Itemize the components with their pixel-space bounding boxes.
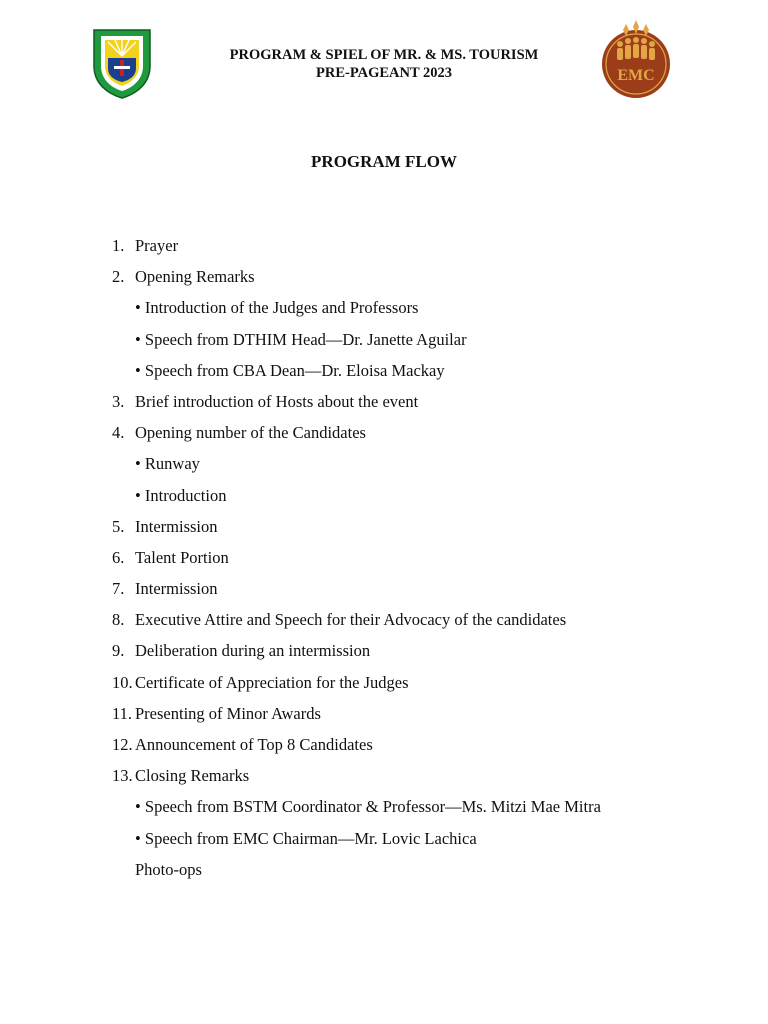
flow-item: [0, 734, 768, 765]
flow-item-text: Executive Attire and Speech for their Advocacy of the candidates: [135, 610, 567, 630]
flow-item: [0, 703, 768, 734]
header-subtitle: PRE-PAGEANT 2023: [315, 65, 452, 81]
flow-subitem-text: • Introduction: [135, 485, 227, 505]
flow-item-number: 8.: [112, 610, 125, 630]
flow-item: [0, 422, 768, 453]
flow-subitem-text: • Speech from BSTM Coordinator & Professor—Ms. Mitzi Mae Mitra: [135, 797, 601, 817]
flow-item-number: 2.: [112, 267, 125, 287]
flow-item-number: 11.: [112, 703, 133, 723]
flow-item-text: Presenting of Minor Awards: [135, 703, 321, 723]
flow-subitem-text: • Speech from CBA Dean—Dr. Eloisa Mackay: [135, 360, 445, 380]
flow-item-number: 6.: [112, 547, 125, 567]
flow-item: [0, 266, 768, 297]
section-title: PROGRAM FLOW: [311, 152, 457, 171]
flow-item: [0, 609, 768, 640]
flow-subitem-text: • Speech from DTHIM Head—Dr. Janette Aguilar: [135, 329, 467, 349]
flow-subitem: [0, 796, 768, 827]
flow-item-number: 10.: [112, 672, 133, 692]
flow-item-number: 12.: [112, 735, 133, 754]
flow-subitem: [0, 485, 768, 516]
flow-subitem-text: Photo-ops: [135, 859, 202, 879]
header-title: PROGRAM & SPIEL OF MR. & MS. TOURISM: [229, 47, 539, 63]
flow-subitem: [0, 828, 768, 859]
emc-logo: [600, 20, 672, 100]
flow-subitem-text: • Introduction of the Judges and Professors: [135, 298, 419, 318]
flow-subitem-text: • Speech from EMC Chairman—Mr. Lovic Lachica: [135, 828, 477, 848]
emc-logo-text: EMC: [617, 67, 655, 84]
flow-subitem: [0, 329, 768, 360]
flow-item-text: Closing Remarks: [135, 766, 250, 786]
flow-subitem: [0, 360, 768, 391]
flow-item: [0, 235, 768, 266]
flow-item-number: 9.: [112, 641, 125, 661]
flow-item-number: 7.: [112, 579, 125, 599]
flow-item-text: Intermission: [135, 579, 218, 599]
flow-item-number: 5.: [112, 516, 125, 536]
flow-item: [0, 391, 768, 422]
flow-item-text: Talent Portion: [135, 547, 229, 567]
program-flow-list: [0, 235, 768, 890]
flow-subitem: [0, 859, 768, 890]
flow-subitem-text: • Runway: [135, 454, 200, 474]
flow-item: [0, 765, 768, 796]
flow-item-text: Certificate of Appreciation for the Judges: [135, 672, 409, 692]
flow-item-text: Brief introduction of Hosts about the event: [135, 391, 419, 411]
flow-item: [0, 640, 768, 671]
flow-item: [0, 516, 768, 547]
flow-item-number: 3.: [112, 391, 125, 411]
school-seal-logo: [90, 26, 154, 100]
document-header: [160, 46, 608, 82]
flow-item-text: Intermission: [135, 516, 218, 536]
flow-item-text: Deliberation during an intermission: [135, 641, 371, 661]
flow-item-text: Opening number of the Candidates: [135, 423, 366, 443]
flow-item-number: 13.: [112, 766, 133, 786]
flow-item-number: 1.: [112, 236, 125, 255]
flow-subitem: [0, 297, 768, 328]
flow-item: [0, 672, 768, 703]
flow-subitem: [0, 453, 768, 484]
flow-item-text: Opening Remarks: [135, 267, 255, 287]
flow-item-number: 4.: [112, 423, 125, 443]
flow-item-text: Prayer: [135, 236, 179, 255]
flow-item: [0, 547, 768, 578]
flow-item: [0, 578, 768, 609]
flow-item-text: Announcement of Top 8 Candidates: [135, 735, 373, 754]
